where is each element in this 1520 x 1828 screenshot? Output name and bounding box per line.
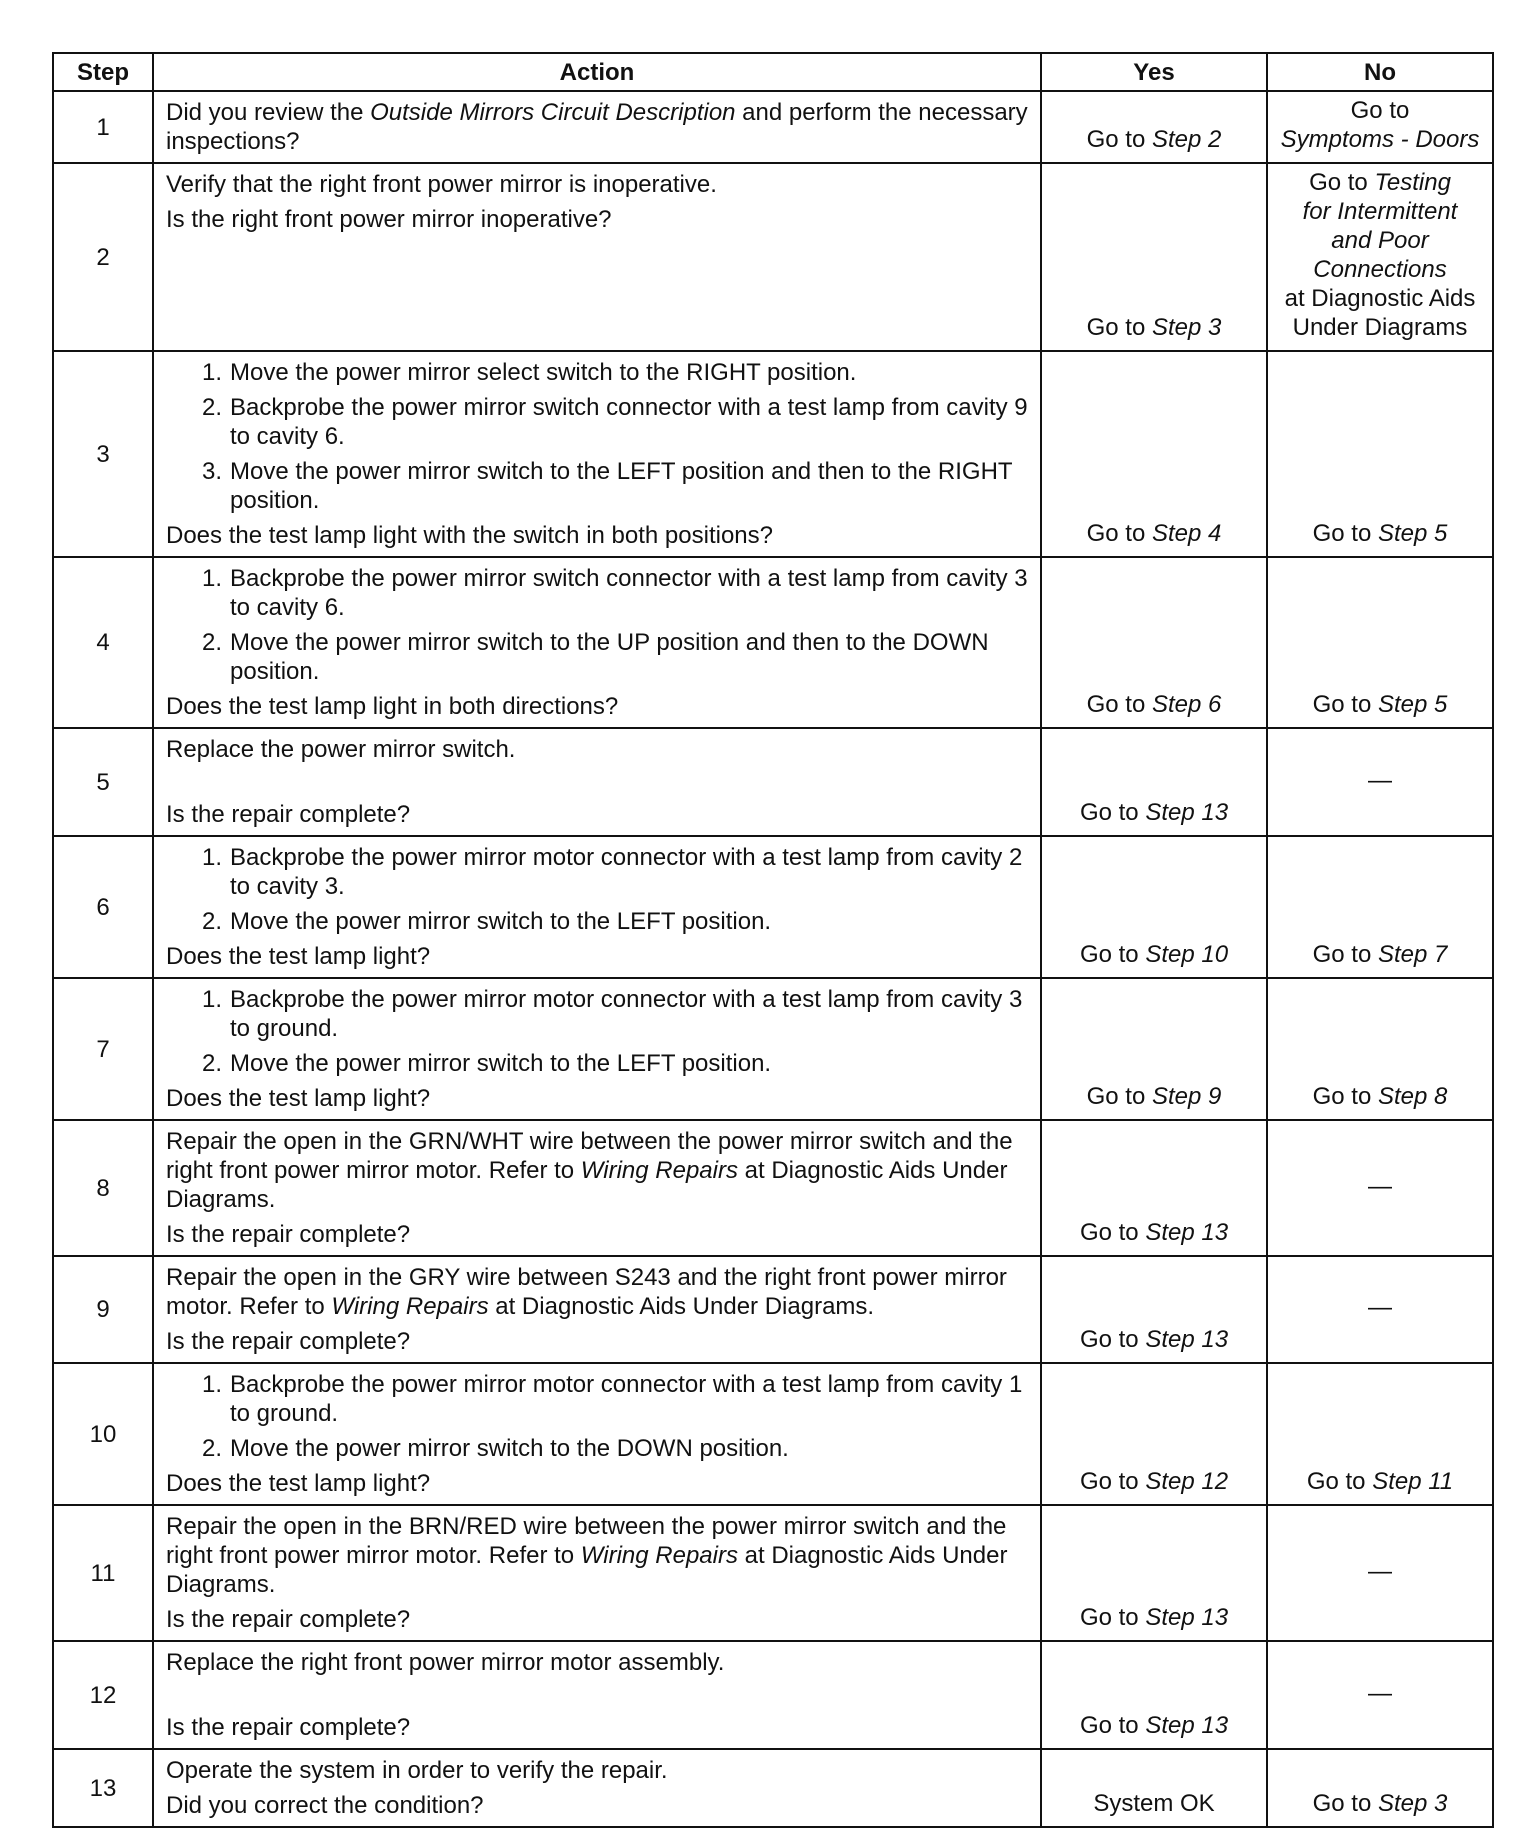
yes-target: Step 10 [1145, 941, 1229, 968]
header-yes: Yes [1041, 53, 1267, 91]
table-row [53, 1505, 1493, 1641]
action-cell [153, 1120, 1041, 1256]
yes-target: Step 13 [1145, 1326, 1229, 1353]
doc-reference: Wiring Repairs [580, 1157, 738, 1184]
action-text: at Diagnostic Aids Under Diagrams. [166, 1542, 1008, 1598]
table-row [53, 557, 1493, 728]
action-text: at Diagnostic Aids Under Diagrams. [488, 1293, 875, 1320]
sub-step: 2. Move the power mirror switch to the LEFT position. [166, 907, 1030, 936]
step-number: 5 [53, 728, 153, 836]
table-row [53, 728, 1493, 836]
question-text: Does the test lamp light? [166, 1085, 431, 1112]
sub-step: 1. Backprobe the power mirror motor connector with a test lamp from cavity 1 to ground. [166, 1370, 1030, 1428]
action-text: Replace the right front power mirror motor assembly. [166, 1649, 725, 1676]
go-to-label: Go to [1086, 314, 1146, 341]
go-to-label: Go to [1079, 1326, 1139, 1353]
table-row [53, 1641, 1493, 1749]
table-row [53, 91, 1493, 163]
no-note: at Diagnostic Aids [1284, 285, 1476, 312]
yes-target: Step 13 [1145, 1219, 1229, 1246]
action-text: and perform the necessary inspections? [166, 99, 1028, 155]
no-cell [1267, 557, 1493, 728]
sub-step-text: Move the power mirror switch to the LEFT position. [230, 908, 772, 935]
go-to-label: Go to [1309, 169, 1368, 196]
go-to-label: Go to [1079, 941, 1139, 968]
action-cell [153, 1363, 1041, 1505]
question-text: Does the test lamp light? [166, 943, 431, 970]
action-cell [153, 1749, 1041, 1827]
no-target: for Intermittent [1302, 198, 1458, 225]
action-cell [153, 1256, 1041, 1363]
doc-reference: Outside Mirrors Circuit Description [370, 99, 736, 126]
step-number: 13 [53, 1749, 153, 1827]
yes-cell [1041, 163, 1267, 351]
step-number: 12 [53, 1641, 153, 1749]
sub-step: 1. Backprobe the power mirror motor connector with a test lamp from cavity 3 to ground. [166, 985, 1030, 1043]
sub-step: 1. Backprobe the power mirror switch connector with a test lamp from cavity 3 to cavity 6. [166, 564, 1030, 622]
no-cell [1267, 163, 1493, 351]
table-row [53, 1749, 1493, 1827]
sub-step: 3. Move the power mirror switch to the LEFT position and then to the RIGHT position. [166, 457, 1030, 515]
no-target: Testing [1374, 169, 1451, 196]
header-no: No [1267, 53, 1493, 91]
yes-cell [1041, 557, 1267, 728]
action-cell [153, 728, 1041, 836]
go-to-label: Go to [1079, 799, 1139, 826]
no-cell [1267, 1363, 1493, 1505]
yes-target: Step 13 [1145, 1604, 1229, 1631]
yes-cell [1041, 1120, 1267, 1256]
go-to-label: Go to [1086, 1083, 1146, 1110]
question-text: Is the repair complete? [166, 1606, 411, 1633]
no-target: Step 8 [1377, 1083, 1448, 1110]
table-row [53, 1256, 1493, 1363]
action-cell [153, 557, 1041, 728]
table-row [53, 836, 1493, 978]
go-to-label: Go to [1079, 1712, 1139, 1739]
go-to-label: Go to [1086, 691, 1146, 718]
table-row [53, 163, 1493, 351]
sub-step-text: Backprobe the power mirror switch connector with a test lamp from cavity 9 to cavity 6. [230, 394, 1028, 450]
step-number: 2 [53, 163, 153, 351]
diagnostic-table [52, 52, 1494, 1828]
sub-step-text: Backprobe the power mirror motor connector with a test lamp from cavity 3 to ground. [230, 986, 1023, 1042]
action-text: Repair the open in the GRY wire between S243 and the right front power mirror motor. Refer to [166, 1264, 1007, 1320]
yes-target: Step 13 [1145, 1712, 1229, 1739]
go-to-label: Go to [1079, 1604, 1139, 1631]
sub-step: 2. Backprobe the power mirror switch connector with a test lamp from cavity 9 to cavity 6. [166, 393, 1030, 451]
action-text: Did you review the [166, 99, 371, 126]
yes-cell [1041, 91, 1267, 163]
action-text: at Diagnostic Aids Under Diagrams. [166, 1157, 1008, 1213]
sub-step-text: Move the power mirror switch to the DOWN position. [230, 1435, 789, 1462]
yes-cell [1041, 1256, 1267, 1363]
go-to-label: Go to [1312, 691, 1372, 718]
action-cell [153, 1505, 1041, 1641]
yes-target: Step 9 [1151, 1083, 1222, 1110]
yes-target: Step 3 [1151, 314, 1222, 341]
go-to-label: Go to [1312, 1790, 1372, 1817]
go-to-label: Go to [1079, 1468, 1139, 1495]
doc-reference: Wiring Repairs [580, 1542, 738, 1569]
go-to-label: Go to [1312, 941, 1372, 968]
no-cell: — [1267, 1505, 1493, 1641]
yes-cell [1041, 1505, 1267, 1641]
go-to-label: Go to [1086, 126, 1146, 153]
header-step: Step [53, 53, 153, 91]
table-row [53, 1120, 1493, 1256]
step-number: 9 [53, 1256, 153, 1363]
action-text: Verify that the right front power mirror is inoperative. [166, 171, 717, 198]
table-row [53, 1363, 1493, 1505]
no-cell: — [1267, 1256, 1493, 1363]
action-cell [153, 1641, 1041, 1749]
question-text: Does the test lamp light in both directions? [166, 693, 619, 720]
sub-step-text: Move the power mirror switch to the LEFT position and then to the RIGHT position. [230, 458, 1013, 514]
no-cell [1267, 91, 1493, 163]
sub-step: 2. Move the power mirror switch to the DOWN position. [166, 1434, 1030, 1463]
question-text: Did you correct the condition? [166, 1792, 484, 1819]
header-row [53, 53, 1493, 91]
no-cell [1267, 1749, 1493, 1827]
question-text: Is the right front power mirror inoperative? [166, 206, 612, 233]
step-number: 4 [53, 557, 153, 728]
step-number: 3 [53, 351, 153, 557]
go-to-label: Go to [1312, 1083, 1372, 1110]
action-text: Repair the open in the BRN/RED wire between the power mirror switch and the right front power mirror motor. Refer to [166, 1513, 1007, 1569]
yes-cell [1041, 978, 1267, 1120]
no-cell: — [1267, 728, 1493, 836]
sub-step: 2. Move the power mirror switch to the UP position and then to the DOWN position. [166, 628, 1030, 686]
no-cell: — [1267, 1120, 1493, 1256]
no-target: Connections [1313, 256, 1447, 283]
no-target: Step 7 [1377, 941, 1448, 968]
question-text: Does the test lamp light with the switch in both positions? [166, 522, 773, 549]
step-number: 7 [53, 978, 153, 1120]
header-action: Action [153, 53, 1041, 91]
no-target: Step 11 [1372, 1468, 1454, 1495]
step-number: 11 [53, 1505, 153, 1641]
yes-target: Step 6 [1151, 691, 1222, 718]
sub-step-text: Move the power mirror switch to the UP position and then to the DOWN position. [230, 629, 989, 685]
no-target: Step 5 [1377, 691, 1448, 718]
sub-step-text: Move the power mirror switch to the LEFT position. [230, 1050, 772, 1077]
sub-step-text: Backprobe the power mirror motor connector with a test lamp from cavity 2 to cavity 3. [230, 844, 1023, 900]
sub-step: 1. Move the power mirror select switch to the RIGHT position. [166, 358, 1030, 387]
yes-cell [1041, 836, 1267, 978]
sub-step-text: Backprobe the power mirror motor connector with a test lamp from cavity 1 to ground. [230, 1371, 1023, 1427]
doc-reference: Wiring Repairs [331, 1293, 489, 1320]
action-cell [153, 978, 1041, 1120]
question-text: Is the repair complete? [166, 1328, 411, 1355]
action-text: Operate the system in order to verify the repair. [166, 1757, 668, 1784]
yes-target: Step 13 [1145, 799, 1229, 826]
step-number: 10 [53, 1363, 153, 1505]
yes-cell [1041, 1641, 1267, 1749]
question-text: Does the test lamp light? [166, 1470, 431, 1497]
no-cell [1267, 978, 1493, 1120]
no-target: and Poor [1331, 227, 1429, 254]
go-to-label: Go to [1086, 520, 1146, 547]
go-to-label: Go to [1306, 1468, 1366, 1495]
no-note: Under Diagrams [1292, 314, 1468, 341]
sub-step: 1. Backprobe the power mirror motor connector with a test lamp from cavity 2 to cavity 3. [166, 843, 1030, 901]
step-number: 6 [53, 836, 153, 978]
action-cell [153, 836, 1041, 978]
yes-target: Step 4 [1151, 520, 1222, 547]
action-text: Repair the open in the GRN/WHT wire between the power mirror switch and the right front power mirror motor. Refer to [166, 1128, 1013, 1184]
question-text: Is the repair complete? [166, 801, 411, 828]
action-text: Replace the power mirror switch. [166, 736, 516, 763]
yes-cell: System OK [1041, 1749, 1267, 1827]
action-cell [153, 163, 1041, 351]
yes-target: Step 12 [1145, 1468, 1229, 1495]
no-cell [1267, 836, 1493, 978]
table-row [53, 978, 1493, 1120]
yes-cell [1041, 351, 1267, 557]
no-target: Step 3 [1377, 1790, 1448, 1817]
no-target: Symptoms - Doors [1280, 126, 1480, 153]
no-target: Step 5 [1377, 520, 1448, 547]
step-number: 8 [53, 1120, 153, 1256]
no-cell: — [1267, 1641, 1493, 1749]
table-row [53, 351, 1493, 557]
go-to-label: Go to [1079, 1219, 1139, 1246]
sub-step: 2. Move the power mirror switch to the LEFT position. [166, 1049, 1030, 1078]
yes-cell [1041, 728, 1267, 836]
question-text: Is the repair complete? [166, 1221, 411, 1248]
sub-step-text: Backprobe the power mirror switch connector with a test lamp from cavity 3 to cavity 6. [230, 565, 1028, 621]
action-cell [153, 351, 1041, 557]
sub-step-text: Move the power mirror select switch to the RIGHT position. [230, 359, 857, 386]
go-to-label: Go to [1312, 520, 1372, 547]
go-to-label: Go to [1350, 97, 1410, 124]
no-cell [1267, 351, 1493, 557]
action-cell [153, 91, 1041, 163]
step-number: 1 [53, 91, 153, 163]
question-text: Is the repair complete? [166, 1714, 411, 1741]
yes-target: Step 2 [1151, 126, 1222, 153]
yes-cell [1041, 1363, 1267, 1505]
